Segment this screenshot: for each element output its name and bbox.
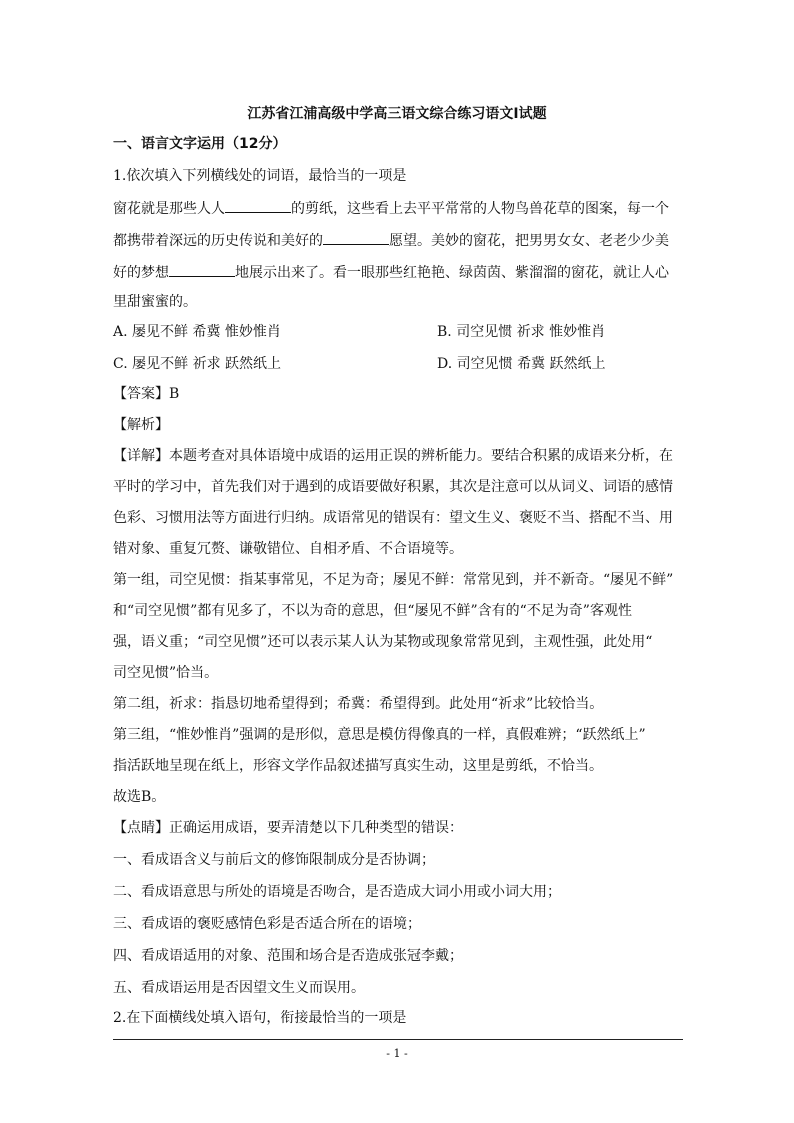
group1-line-4: 司空见惯”恰当。 [113,665,219,681]
option-c: C. 屡见不鲜 祈求 跃然纸上 [113,356,282,372]
conclusion-line: 故选B。 [113,789,166,805]
passage-text: 愿望。美妙的窗花，把男男女女、老老少少美 [389,233,669,249]
tip-1: 一、看成语含义与前后文的修饰限制成分是否协调； [113,852,435,868]
page-number: - 1 - [386,1047,408,1060]
fill-blank-2 [323,230,389,245]
detail-line-3: 色彩、习惯用法等方面进行归纳。成语常见的错误有：望文生义、褒贬不当、搭配不当、用 [113,510,673,526]
document-title: 江苏省江浦高级中学高三语文综合练习语文Ⅰ试题 [247,106,547,122]
analysis-label: 【解析】 [113,417,169,433]
tip-2: 二、看成语意思与所处的语境是否吻合，是否造成大词小用或小词大用； [113,884,561,900]
tip-3: 三、看成语的褒贬感情色彩是否适合所在的语境； [113,916,421,932]
detail-line-2: 平时的学习中，首先我们对于遇到的成语要做好积累，其次是注意可以从词义、词语的感情 [113,479,673,495]
group2-line: 第二组，祈求：指恳切地希望得到；希冀：希望得到。此处用“祈求”比较恰当。 [113,696,604,712]
tip-5: 五、看成语运用是否因望文生义而误用。 [113,980,365,996]
group1-line-1: 第一组，司空见惯：指某事常见，不足为奇；屡见不鲜：常常见到，并不新奇。“屡见不鲜” [113,572,674,588]
passage-text: 地展示出来了。看一眼那些红艳艳、绿茵茵、紫溜溜的窗花，就让人心 [235,265,669,281]
passage-text: 的剪纸，这些看上去平平常常的人物鸟兽花草的图案，每一个 [291,201,669,217]
passage-line-4: 里甜蜜蜜的。 [113,294,197,310]
option-a: A. 屡见不鲜 希冀 惟妙惟肖 [113,324,281,340]
option-b: B. 司空见惯 祈求 惟妙惟肖 [437,324,606,340]
group1-line-2: 和“司空见惯”都有见多了，不以为奇的意思，但“屡见不鲜”含有的“不足为奇”客观性 [113,603,632,619]
tips-intro: 【点睛】正确运用成语，要弄清楚以下几种类型的错误： [113,820,463,836]
question-2-stem: 2.在下面横线处填入语句，衔接最恰当的一项是 [113,1010,407,1026]
group1-line-3: 强，语义重；“司空见惯”还可以表示某人认为某物或现象常常见到，主观性强，此处用“ [113,634,653,650]
passage-text: 好的梦想 [113,265,169,281]
section-heading: 一、语言文字运用（12分） [113,136,287,152]
question-1-stem: 1.依次填入下列横线处的词语，最恰当的一项是 [113,168,407,184]
footer-divider [113,1039,683,1040]
group3-line-2: 指活跃地呈现在纸上，形容文学作品叙述描写真实生动，这里是剪纸，不恰当。 [113,758,603,774]
fill-blank-3 [169,262,235,277]
passage-line-3 [113,262,688,283]
detail-line-4: 错对象、重复冗赘、谦敬错位、自相矛盾、不合语境等。 [113,541,463,557]
passage-text: 都携带着深远的历史传说和美好的 [113,233,323,249]
group3-line-1: 第三组，“惟妙惟肖”强调的是形似，意思是模仿得像真的一样，真假难辨；“跃然纸上” [113,727,646,743]
detail-line-1: 【详解】本题考查对具体语境中成语的运用正误的辨析能力。要结合积累的成语来分析，在 [113,448,673,464]
option-d: D. 司空见惯 希冀 跃然纸上 [437,356,606,372]
passage-line-2 [113,230,688,251]
fill-blank-1 [225,198,291,213]
tip-4: 四、看成语适用的对象、范围和场合是否造成张冠李戴； [113,948,463,964]
answer-line: 【答案】B [113,386,180,402]
passage-line-1 [113,198,688,219]
passage-text: 窗花就是那些人人 [113,201,225,217]
